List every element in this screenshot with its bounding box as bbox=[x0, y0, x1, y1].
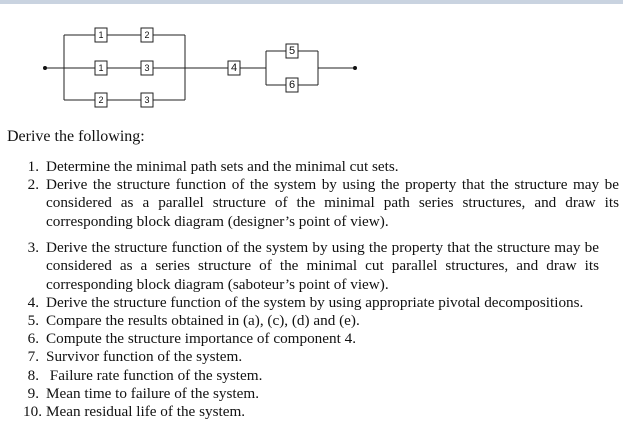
question-number: 10. bbox=[23, 403, 42, 420]
question-number: 5. bbox=[27, 312, 39, 329]
question-number: 3. bbox=[27, 239, 39, 256]
question-text: Compute the structure importance of component 4. bbox=[46, 330, 356, 347]
question-number: 6. bbox=[27, 330, 39, 347]
question-number: 2. bbox=[27, 176, 39, 193]
question-item bbox=[0, 158, 619, 177]
label-c2-bottom: 2 bbox=[98, 95, 104, 105]
label-c1-top: 1 bbox=[98, 30, 104, 40]
question-item bbox=[0, 176, 619, 232]
question-text: Failure rate function of the system. bbox=[46, 367, 263, 384]
question-text: Derive the structure function of the system by using the property that the structure may be considered as a series structure of the minimal cut parallel structures, and draw its corresponding block diagram (saboteur’s point of view). bbox=[46, 239, 599, 293]
question-item bbox=[0, 385, 619, 404]
label-c5: 5 bbox=[288, 45, 296, 57]
label-c1-middle: 1 bbox=[98, 63, 104, 73]
question-text: Derive the structure function of the system by using the property that the structure may be considered as a parallel structure of the minimal path series structures, and draw its corresponding block diagram (designer’s point of view). bbox=[46, 176, 619, 230]
question-text: Mean residual life of the system. bbox=[46, 403, 246, 420]
question-item bbox=[0, 239, 619, 295]
question-item bbox=[0, 367, 619, 386]
question-item bbox=[0, 348, 619, 367]
question-number: 9. bbox=[27, 385, 39, 402]
question-item bbox=[0, 312, 619, 331]
label-c3-middle: 3 bbox=[144, 63, 150, 73]
label-c2-top: 2 bbox=[144, 30, 150, 40]
reliability-block-diagram bbox=[0, 4, 380, 112]
label-c6: 6 bbox=[288, 79, 296, 91]
question-number: 1. bbox=[27, 158, 39, 175]
question-text: Survivor function of the system. bbox=[46, 348, 243, 365]
label-c4: 4 bbox=[230, 62, 238, 74]
question-text: Determine the minimal path sets and the minimal cut sets. bbox=[46, 158, 399, 175]
question-number: 4. bbox=[27, 294, 39, 311]
question-number: 7. bbox=[27, 348, 39, 365]
question-item bbox=[0, 330, 619, 349]
question-item bbox=[0, 294, 619, 313]
question-text: Mean time to failure of the system. bbox=[46, 385, 259, 402]
question-number: 8. bbox=[27, 367, 39, 384]
question-text: Derive the structure function of the system by using appropriate pivotal decompositions. bbox=[46, 294, 584, 311]
question-text: Compare the results obtained in (a), (c), (d) and (e). bbox=[46, 312, 360, 329]
label-c3-bottom: 3 bbox=[144, 95, 150, 105]
section-heading: Derive the following: bbox=[7, 128, 145, 145]
question-item bbox=[0, 403, 619, 422]
